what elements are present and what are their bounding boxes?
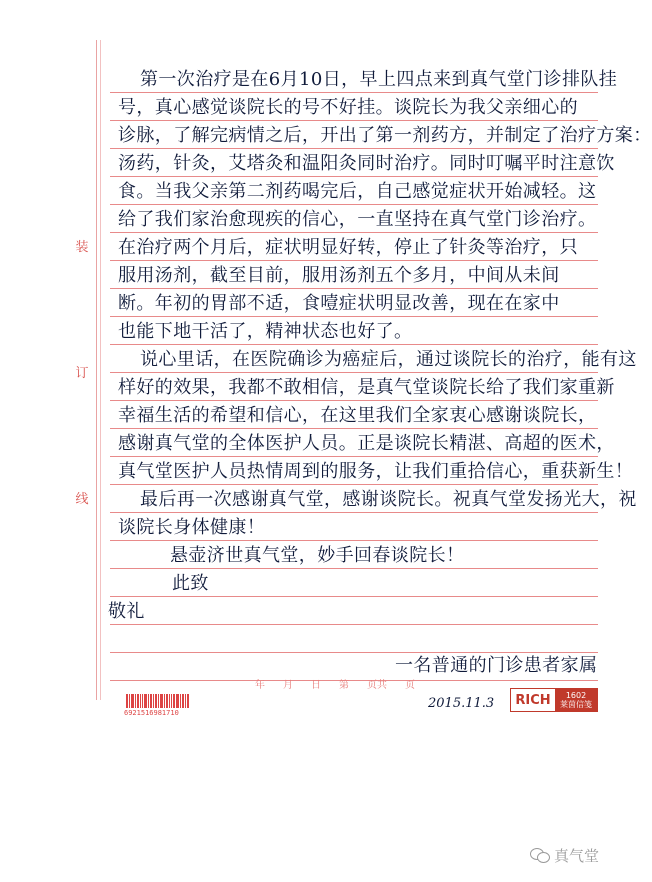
letter-line: 最后再一次感谢真气堂，感谢谈院长。祝真气堂发扬光大，祝 xyxy=(140,489,637,510)
margin-line xyxy=(96,40,97,700)
brand-tag xyxy=(555,689,597,711)
handwritten-date: 2015.11.3 xyxy=(428,696,495,711)
letter-line: 诊脉，了解完病情之后，开出了第一剂药方，并制定了治疗方案： xyxy=(118,125,652,146)
barcode-icon xyxy=(126,694,201,708)
letter-line: 感谢真气堂的全体医护人员。正是谈院长精湛、高超的医术， xyxy=(118,433,615,454)
footer-label: 页 xyxy=(405,680,415,691)
footer-label: 第 xyxy=(339,680,349,691)
letter-line: 汤药，针灸，艾塔灸和温阳灸同时治疗。同时叮嘱平时注意饮 xyxy=(118,153,615,174)
brand-label: 莱茵信笺 xyxy=(560,700,592,709)
date-print-row xyxy=(255,676,455,696)
letter-line: 第一次治疗是在6月10日，早上四点来到真气堂门诊排队挂 xyxy=(140,69,618,90)
letter-line: 号，真心感觉谈院长的号不好挂。谈院长为我父亲细心的 xyxy=(118,97,578,118)
binding-mark: 线 xyxy=(75,492,89,507)
letter-line: 幸福生活的希望和信心，在这里我们全家衷心感谢谈院长， xyxy=(118,405,597,426)
slogan-line: 悬壶济世真气堂，妙手回春谈院长！ xyxy=(170,545,465,566)
binding-mark: 订 xyxy=(75,366,89,381)
barcode-number: 6921516981710 xyxy=(124,709,179,717)
letter-line: 服用汤剂，截至目前，服用汤剂五个多月，中间从未间 xyxy=(118,265,560,286)
letter-line: 断。年初的胃部不适，食噎症状明显改善，现在在家中 xyxy=(118,293,560,314)
brand-code: 1602 xyxy=(565,691,587,700)
letter-line: 真气堂医护人员热情周到的服务，让我们重拾信心，重获新生！ xyxy=(118,461,634,482)
letter-line: 谈院长身体健康！ xyxy=(118,517,266,538)
letter-line: 也能下地干活了，精神状态也好了。 xyxy=(118,321,413,342)
footer-label: 页共 xyxy=(367,680,387,691)
binding-mark: 装 xyxy=(75,240,89,255)
footer-label: 日 xyxy=(311,680,321,691)
brand-logo xyxy=(510,688,598,712)
footer-label: 月 xyxy=(283,680,293,691)
watermark-text: 真气堂 xyxy=(554,846,600,865)
signature: 一名普通的门诊患者家属 xyxy=(395,655,598,676)
letter-line: 样好的效果，我都不敢相信，是真气堂谈院长给了我们家重新 xyxy=(118,377,615,398)
letter-line: 在治疗两个月后，症状明显好转，停止了针灸等治疗，只 xyxy=(118,237,578,258)
chat-bubble-icon xyxy=(530,846,550,864)
letter-line: 食。当我父亲第二剂药喝完后，自己感觉症状开始减轻。这 xyxy=(118,181,597,202)
letter-line: 说心里话，在医院确诊为癌症后，通过谈院长的治疗，能有这 xyxy=(140,349,637,370)
closing-line: 此致 xyxy=(172,573,209,594)
letter-line: 给了我们家治愈现疾的信心，一直坚持在真气堂门诊治疗。 xyxy=(118,209,597,230)
brand-name: RICH xyxy=(511,689,555,711)
footer-label: 年 xyxy=(255,680,265,691)
watermark xyxy=(530,842,630,868)
closing-line: 敬礼 xyxy=(108,601,145,622)
margin-line-inner xyxy=(100,40,101,700)
